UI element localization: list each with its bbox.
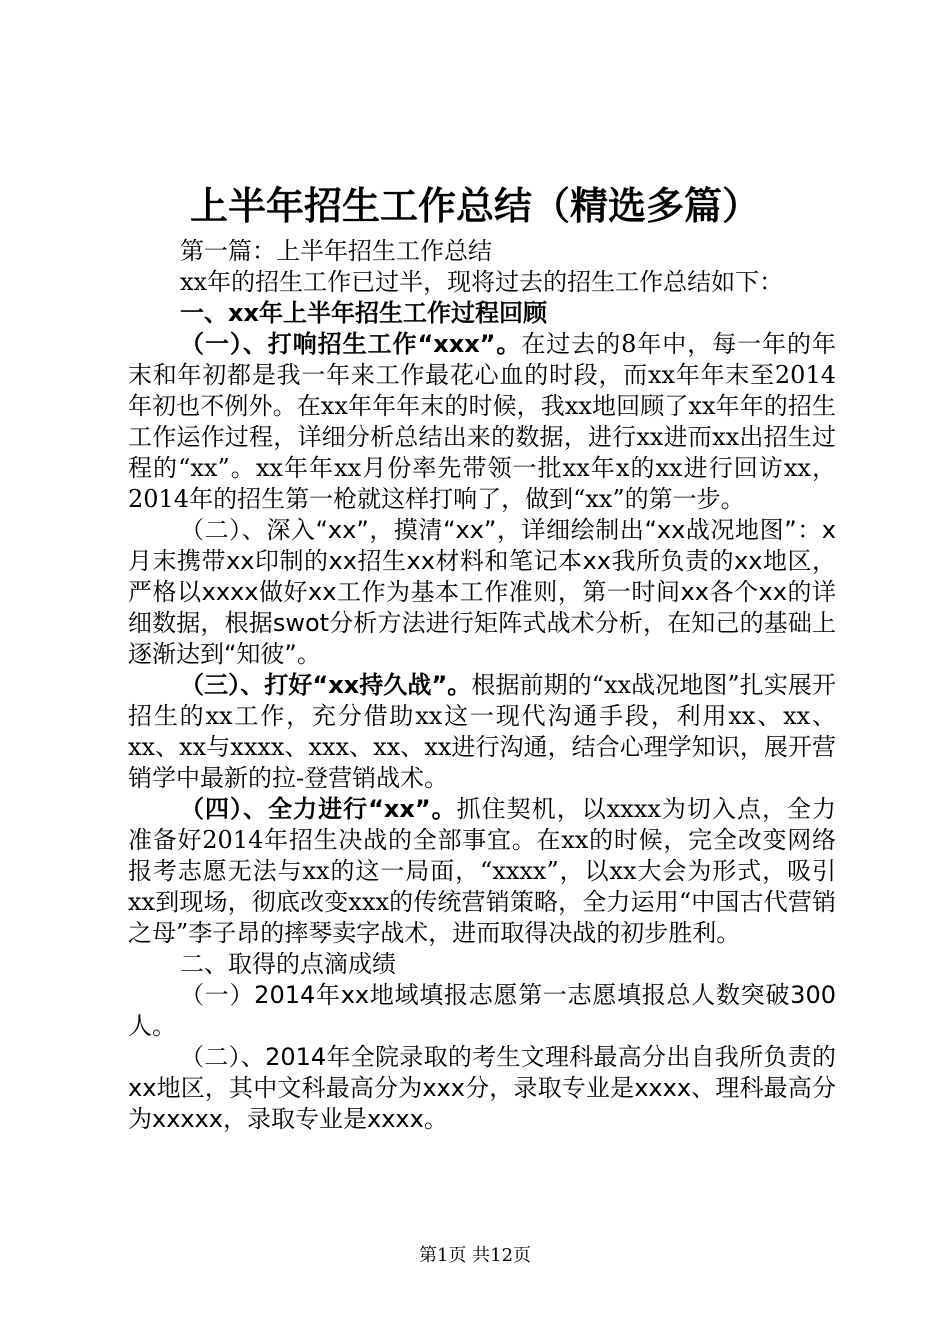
paragraph-item-four-lead: （四）、全力进行“xx”。: [180, 795, 457, 823]
document-body: [128, 236, 836, 1135]
achievement-item-two: （二）、2014年全院录取的考生文理科最高分出自我所负责的xx地区，其中文科最高分为xxx分，录取专业是xxxx、理科最高分为xxxxx，录取专业是xxxx。: [128, 1043, 836, 1133]
section-heading-achievements: 二、取得的点滴成绩: [180, 950, 396, 978]
paragraph-item-three-lead: （三）、打好“xx持久战”。: [180, 671, 472, 699]
paragraph-item-one: [128, 329, 836, 515]
paragraph-item-one-text: 在过去的8年中，每一年的年末和年初都是我一年来工作最花心血的时段，而xx年年末至2014年初也不例外。在xx年年年末的时候，我xx地回顾了xx年年的招生工作运作过程，详细分析总结出来的数据，进行xx进而xx出招生过程的“xx”。xx年年xx月份率先带领一批xx年x的xx进行回访xx，2014年的招生第一枪就这样打响了，做到“xx”的第一步。: [128, 330, 836, 513]
intro-paragraph: xx年的招生工作已过半，现将过去的招生工作总结如下：: [180, 268, 784, 296]
paragraph-item-three: [128, 670, 836, 794]
achievement-item-one: （一）2014年xx地域填报志愿第一志愿填报总人数突破300人。: [128, 981, 836, 1040]
paragraph-item-one-lead: （一）、打响招生工作“xxx”。: [180, 330, 522, 358]
page-number-footer: 第1页 共12页: [418, 1245, 532, 1266]
paragraph-item-two: （二）、深入“xx”，摸清“xx”，详细绘制出“xx战况地图”：x月末携带xx印制的xx招生xx材料和笔记本xx我所负责的xx地区，严格以xxxx做好xx工作为基本工作准则，第一时间xx各个xx的详细数据，根据swot分析方法进行矩阵式战术分析，在知己的基础上逐渐达到“知彼”。: [128, 516, 836, 668]
section-heading-review: 一、xx年上半年招生工作过程回顾: [180, 299, 547, 327]
document-title: 上半年招生工作总结（精选多篇）: [189, 184, 760, 228]
section-heading-chapter-one: 第一篇：上半年招生工作总结: [180, 237, 492, 265]
paragraph-item-four-text: 抓住契机，以xxxx为切入点，全力准备好2014年招生决战的全部事宜。在xx的时候，完全改变网络报考志愿无法与xx的这一局面，“xxxx”，以xx大会为形式，吸引xx到现场，彻底改变xxx的传统营销策略，全力运用“中国古代营销之母”李子昂的摔琴卖字战术，进而取得决战的初步胜利。: [128, 795, 837, 947]
paragraph-item-four: [128, 794, 836, 949]
paragraph-item-three-text: 根据前期的“xx战况地图”扎实展开招生的xx工作，充分借助xx这一现代沟通手段，利用xx、xx、xx、xx与xxxx、xxx、xx、xx进行沟通，结合心理学知识，展开营销学中最新的拉-登营销战术。: [128, 671, 836, 792]
